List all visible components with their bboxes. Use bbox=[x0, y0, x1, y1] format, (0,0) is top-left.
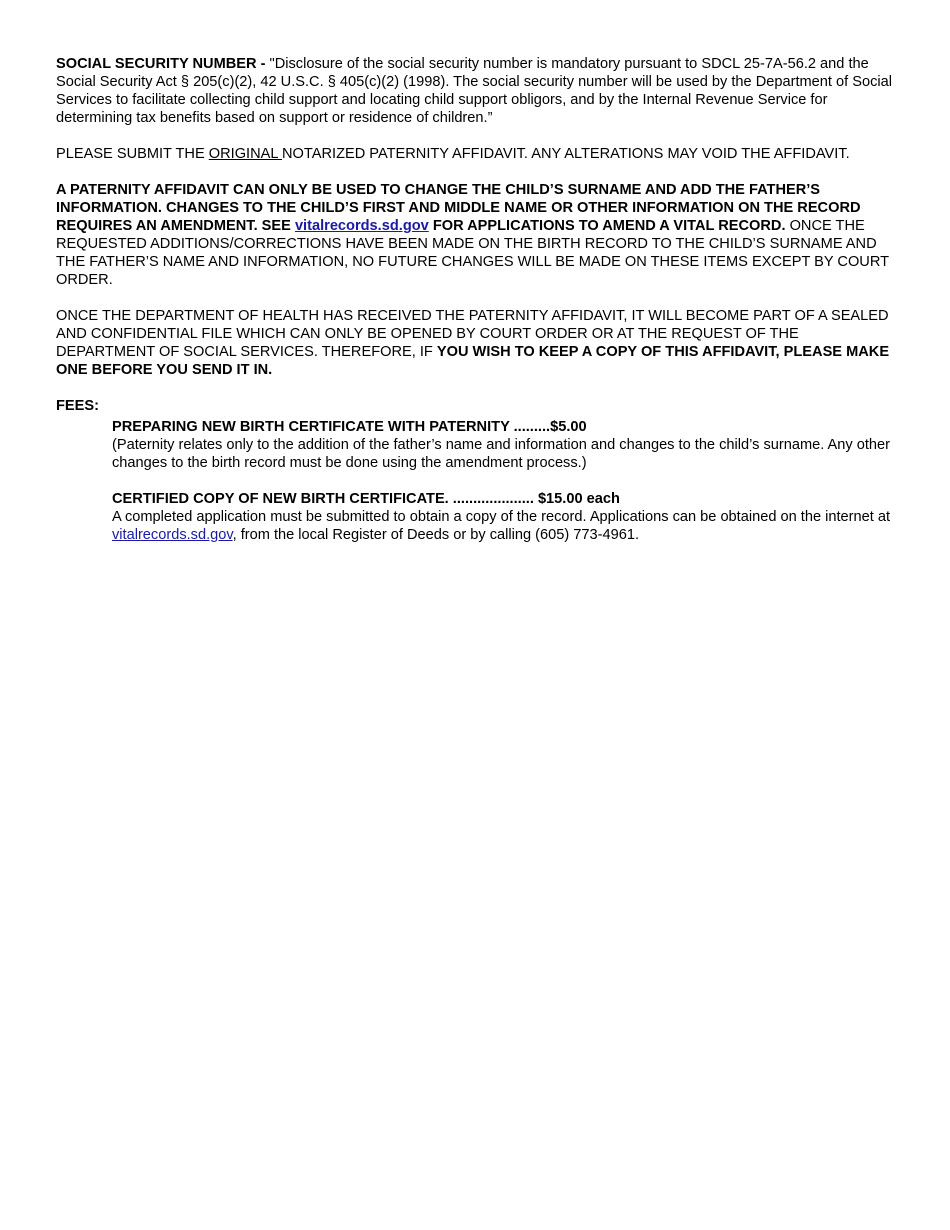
ssn-text: "Disclosure of the social security number is mandatory pursuant to SDCL 25-7A-56.2 and the Social Security Act § 205(c)(2), 42 U.S.C. § 405(c)(2) (1998). The social security number will be used by the Department of Social Services to facilitate collecting child support and locating child support obligors, and by the Internal Revenue Service for determining tax benefits based on support or residence of children.” bbox=[56, 56, 892, 126]
affidavit-bold-outro: FOR APPLICATIONS TO AMEND A VITAL RECORD. bbox=[428, 218, 786, 234]
fee-text-suffix: , from the local Register of Deeds or by calling (605) 773-4961. bbox=[232, 527, 639, 543]
submit-prefix: PLEASE SUBMIT THE bbox=[56, 146, 209, 162]
affidavit-bold-intro: A PATERNITY AFFIDAVIT CAN ONLY BE USED TO CHANGE THE CHILD’S SURNAME AND ADD THE FATHER’S INFORMATION. CHANGES TO THE CHILD’S FIRST AND MIDDLE NAME OR OTHER INFORMATION ON THE RECORD REQUIRES AN AMENDMENT. SEE bbox=[56, 182, 861, 234]
affidavit-paragraph bbox=[56, 181, 896, 289]
fees-label: FEES: bbox=[56, 398, 99, 414]
fee-item-paternity bbox=[112, 418, 896, 472]
fee-title-paternity: PREPARING NEW BIRTH CERTIFICATE WITH PATERNITY .........$5.00 bbox=[112, 419, 587, 435]
fee-title-certified-copy: CERTIFIED COPY OF NEW BIRTH CERTIFICATE. .................... $15.00 each bbox=[112, 491, 620, 507]
vitalrecords-link-amend[interactable]: vitalrecords.sd.gov bbox=[294, 218, 429, 234]
document-content bbox=[56, 55, 896, 562]
submit-suffix: NOTARIZED PATERNITY AFFIDAVIT. ANY ALTERATIONS MAY VOID THE AFFIDAVIT. bbox=[282, 146, 850, 162]
fee-item-certified-copy bbox=[112, 490, 896, 544]
affidavit-normal-text: ONCE THE REQUESTED ADDITIONS/CORRECTIONS HAVE BEEN MADE ON THE BIRTH RECORD TO THE CHILD’S SURNAME AND THE FATHER’S NAME AND INFORMATION, NO FUTURE CHANGES WILL BE MADE ON THESE ITEMS EXCEPT BY COURT ORDER. bbox=[56, 218, 889, 288]
confidential-text: ONCE THE DEPARTMENT OF HEALTH HAS RECEIVED THE PATERNITY AFFIDAVIT, IT WILL BECOME PART OF A SEALED AND CONFIDENTIAL FILE WHICH CAN ONLY BE OPENED BY COURT ORDER OR AT THE REQUEST OF THE DEPARTMENT OF SOCIAL SERVICES. THEREFORE, IF bbox=[56, 308, 889, 360]
submit-original: ORIGINAL bbox=[208, 146, 283, 162]
fee-text-certified-copy bbox=[112, 508, 896, 544]
fee-text-prefix: A completed application must be submitted to obtain a copy of the record. Applications can be obtained on the internet at bbox=[112, 509, 891, 525]
fee-text-paternity: (Paternity relates only to the addition of the father’s name and information and changes to the child’s surname. Any other changes to the birth record must be done using the amendment process.) bbox=[112, 437, 890, 471]
confidential-bold-text: YOU WISH TO KEEP A COPY OF THIS AFFIDAVIT, PLEASE MAKE ONE BEFORE YOU SEND IT IN. bbox=[56, 344, 890, 378]
ssn-paragraph bbox=[56, 55, 896, 127]
confidential-paragraph bbox=[56, 307, 896, 379]
submit-paragraph bbox=[56, 145, 896, 163]
ssn-label: SOCIAL SECURITY NUMBER - bbox=[56, 56, 266, 72]
vitalrecords-link-copy[interactable]: vitalrecords.sd.gov bbox=[112, 527, 233, 543]
